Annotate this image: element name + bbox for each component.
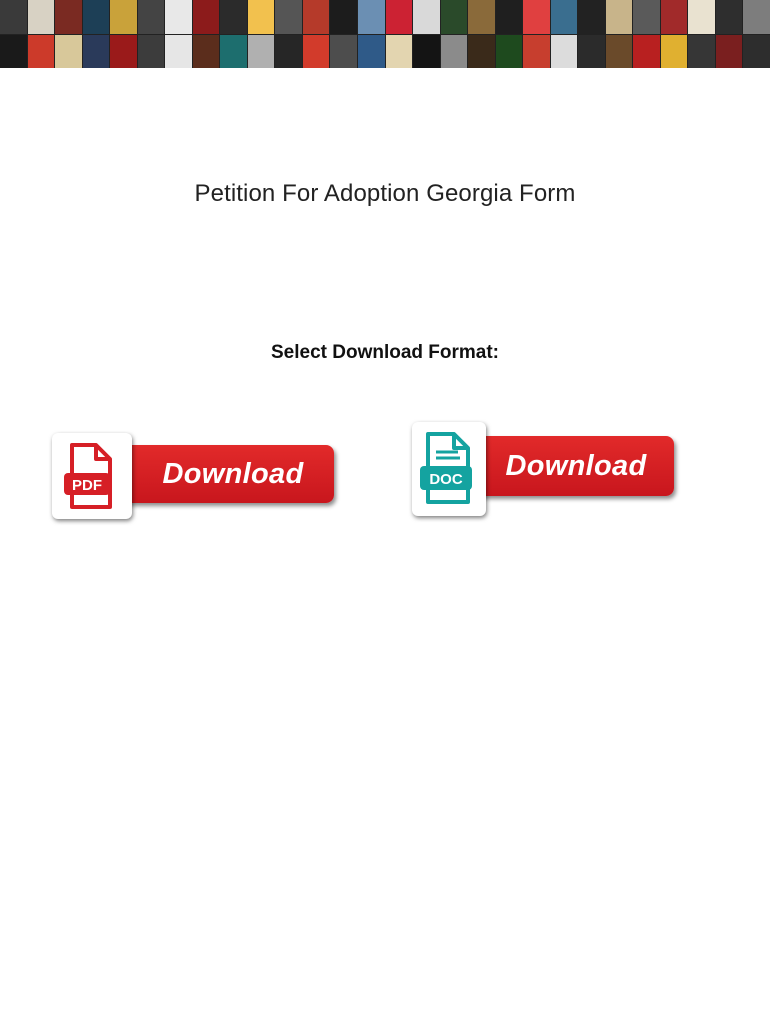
cover-tile xyxy=(165,0,192,34)
cover-tile xyxy=(413,0,440,34)
cover-tile xyxy=(28,0,55,34)
cover-tile xyxy=(688,35,715,69)
cover-tile xyxy=(523,35,550,69)
cover-tile xyxy=(330,35,357,69)
pdf-icon-text: PDF xyxy=(72,477,102,494)
cover-tile xyxy=(275,0,302,34)
cover-tile xyxy=(441,0,468,34)
cover-tile xyxy=(468,0,495,34)
cover-tile xyxy=(413,35,440,69)
cover-tile xyxy=(248,0,275,34)
cover-tile xyxy=(220,0,247,34)
cover-tile xyxy=(578,0,605,34)
cover-tile xyxy=(138,0,165,34)
cover-tile xyxy=(330,0,357,34)
cover-tile xyxy=(688,0,715,34)
cover-tile xyxy=(248,35,275,69)
cover-tile xyxy=(275,35,302,69)
cover-tile xyxy=(716,35,743,69)
download-pill xyxy=(112,445,334,503)
cover-tile xyxy=(303,0,330,34)
cover-tile xyxy=(165,35,192,69)
doc-icon-text: DOC xyxy=(429,471,463,488)
page-title: Petition For Adoption Georgia Form xyxy=(194,180,576,207)
cover-collage-banner xyxy=(0,0,770,68)
cover-tile xyxy=(386,35,413,69)
download-pill xyxy=(468,436,674,496)
cover-tile xyxy=(0,35,27,69)
cover-tile xyxy=(358,0,385,34)
cover-tile xyxy=(468,35,495,69)
cover-tile xyxy=(0,0,27,34)
cover-tile xyxy=(28,35,55,69)
cover-tile xyxy=(358,35,385,69)
download-label: Download xyxy=(162,457,304,490)
cover-tile xyxy=(83,0,110,34)
cover-tile xyxy=(441,35,468,69)
cover-tile xyxy=(661,0,688,34)
cover-tile xyxy=(138,35,165,69)
cover-tile xyxy=(55,35,82,69)
cover-tile xyxy=(633,0,660,34)
cover-tile xyxy=(303,35,330,69)
cover-tile xyxy=(496,0,523,34)
cover-tile xyxy=(743,35,770,69)
cover-tile xyxy=(110,35,137,69)
cover-tile xyxy=(606,0,633,34)
cover-tile xyxy=(661,35,688,69)
cover-tile xyxy=(110,0,137,34)
cover-tile xyxy=(193,35,220,69)
pdf-file-icon xyxy=(52,433,132,519)
cover-tile xyxy=(496,35,523,69)
cover-tile xyxy=(633,35,660,69)
cover-tile xyxy=(220,35,247,69)
cover-tile xyxy=(551,35,578,69)
download-label: Download xyxy=(505,449,647,482)
cover-tile xyxy=(386,0,413,34)
cover-tile xyxy=(551,0,578,34)
cover-tile xyxy=(606,35,633,69)
doc-file-icon xyxy=(412,422,486,516)
format-prompt: Select Download Format: xyxy=(270,342,500,363)
doc-download-button[interactable] xyxy=(410,422,680,518)
pdf-download-button[interactable] xyxy=(50,430,340,520)
cover-tile xyxy=(193,0,220,34)
cover-tile xyxy=(55,0,82,34)
cover-tile xyxy=(743,0,770,34)
cover-tile xyxy=(716,0,743,34)
cover-tile xyxy=(83,35,110,69)
cover-tile xyxy=(578,35,605,69)
cover-tile xyxy=(523,0,550,34)
